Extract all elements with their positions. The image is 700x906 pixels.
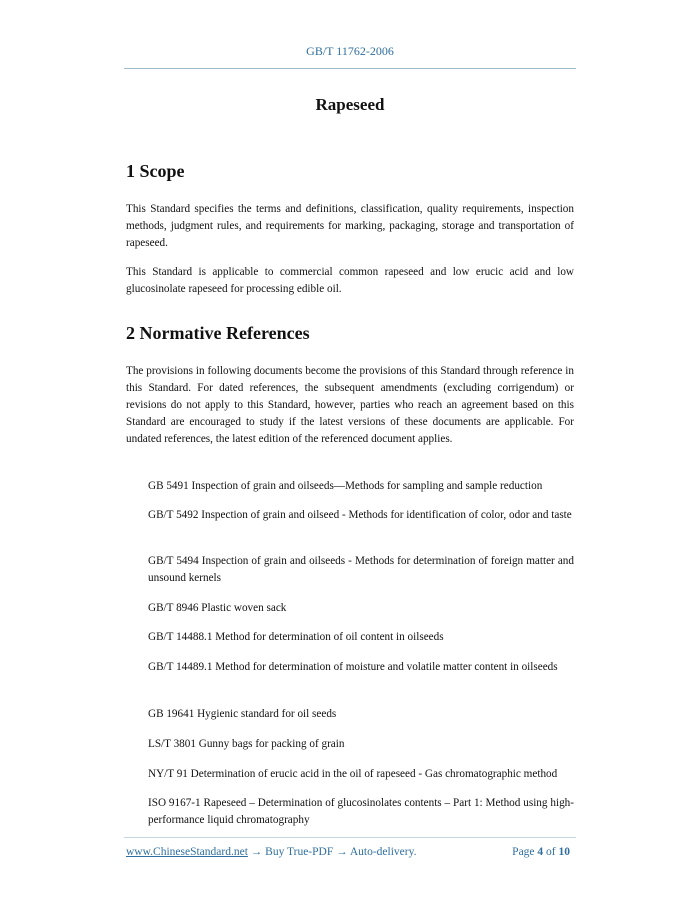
section-heading-normative-references: 2 Normative References <box>126 323 310 343</box>
running-header: GB/T 11762-2006 <box>306 44 394 58</box>
reference-item: GB/T 8946 Plastic woven sack <box>148 602 287 614</box>
reference-item: GB/T 14488.1 Method for determination of oil content in oilseeds <box>148 631 444 643</box>
reference-item: GB/T 14489.1 Method for determination of moisture and volatile matter content in oilseeds <box>148 661 558 673</box>
total-pages: 10 <box>558 846 570 858</box>
scope-paragraph-1: This Standard specifies the terms and definitions, classification, quality requirements, inspection methods, judgment rules, and requirements for marking, packaging, storage and transportation of rapeseed. <box>126 203 574 249</box>
reference-item: LS/T 3801 Gunny bags for packing of grain <box>148 738 345 750</box>
reference-item: GB/T 5492 Inspection of grain and oilseed - Methods for identification of color, odor and taste <box>148 509 572 521</box>
header-divider <box>124 68 576 69</box>
reference-item: GB/T 5494 Inspection of grain and oilseeds - Methods for determination of foreign matter and unsound kernels <box>148 555 574 584</box>
page-footer <box>126 846 574 858</box>
footer-promo-text: → Buy True-PDF → Auto-delivery. <box>247 846 417 858</box>
normative-references-intro: The provisions in following documents become the provisions of this Standard through reference in this Standard. For dated references, the subsequent amendments (excluding corrigendum) or revisions do not apply to this Standard, however, parties who reach an agreement based on this Standard are encouraged to study if the latest versions of these documents are applicable. For undated references, the latest edition of the referenced document applies. <box>126 365 574 445</box>
scope-paragraph-2: This Standard is applicable to commercial common rapeseed and low erucic acid and low glucosinolate rapeseed for processing edible oil. <box>126 266 574 295</box>
section-heading-scope: 1 Scope <box>126 161 185 181</box>
reference-item: ISO 9167-1 Rapeseed – Determination of glucosinolates contents – Part 1: Method using high-performance liquid chromatography <box>148 797 574 826</box>
footer-divider <box>124 837 576 838</box>
page-indicator: Page 4 of 10 <box>512 846 570 858</box>
reference-item: GB 19641 Hygienic standard for oil seeds <box>148 708 337 720</box>
current-page: 4 <box>537 846 544 858</box>
chinesestandard-link[interactable]: www.ChineseStandard.net <box>126 846 248 858</box>
document-title: Rapeseed <box>315 95 385 114</box>
reference-item: GB 5491 Inspection of grain and oilseeds—Methods for sampling and sample reduction <box>148 480 543 492</box>
reference-item: NY/T 91 Determination of erucic acid in the oil of rapeseed - Gas chromatographic method <box>148 768 558 780</box>
